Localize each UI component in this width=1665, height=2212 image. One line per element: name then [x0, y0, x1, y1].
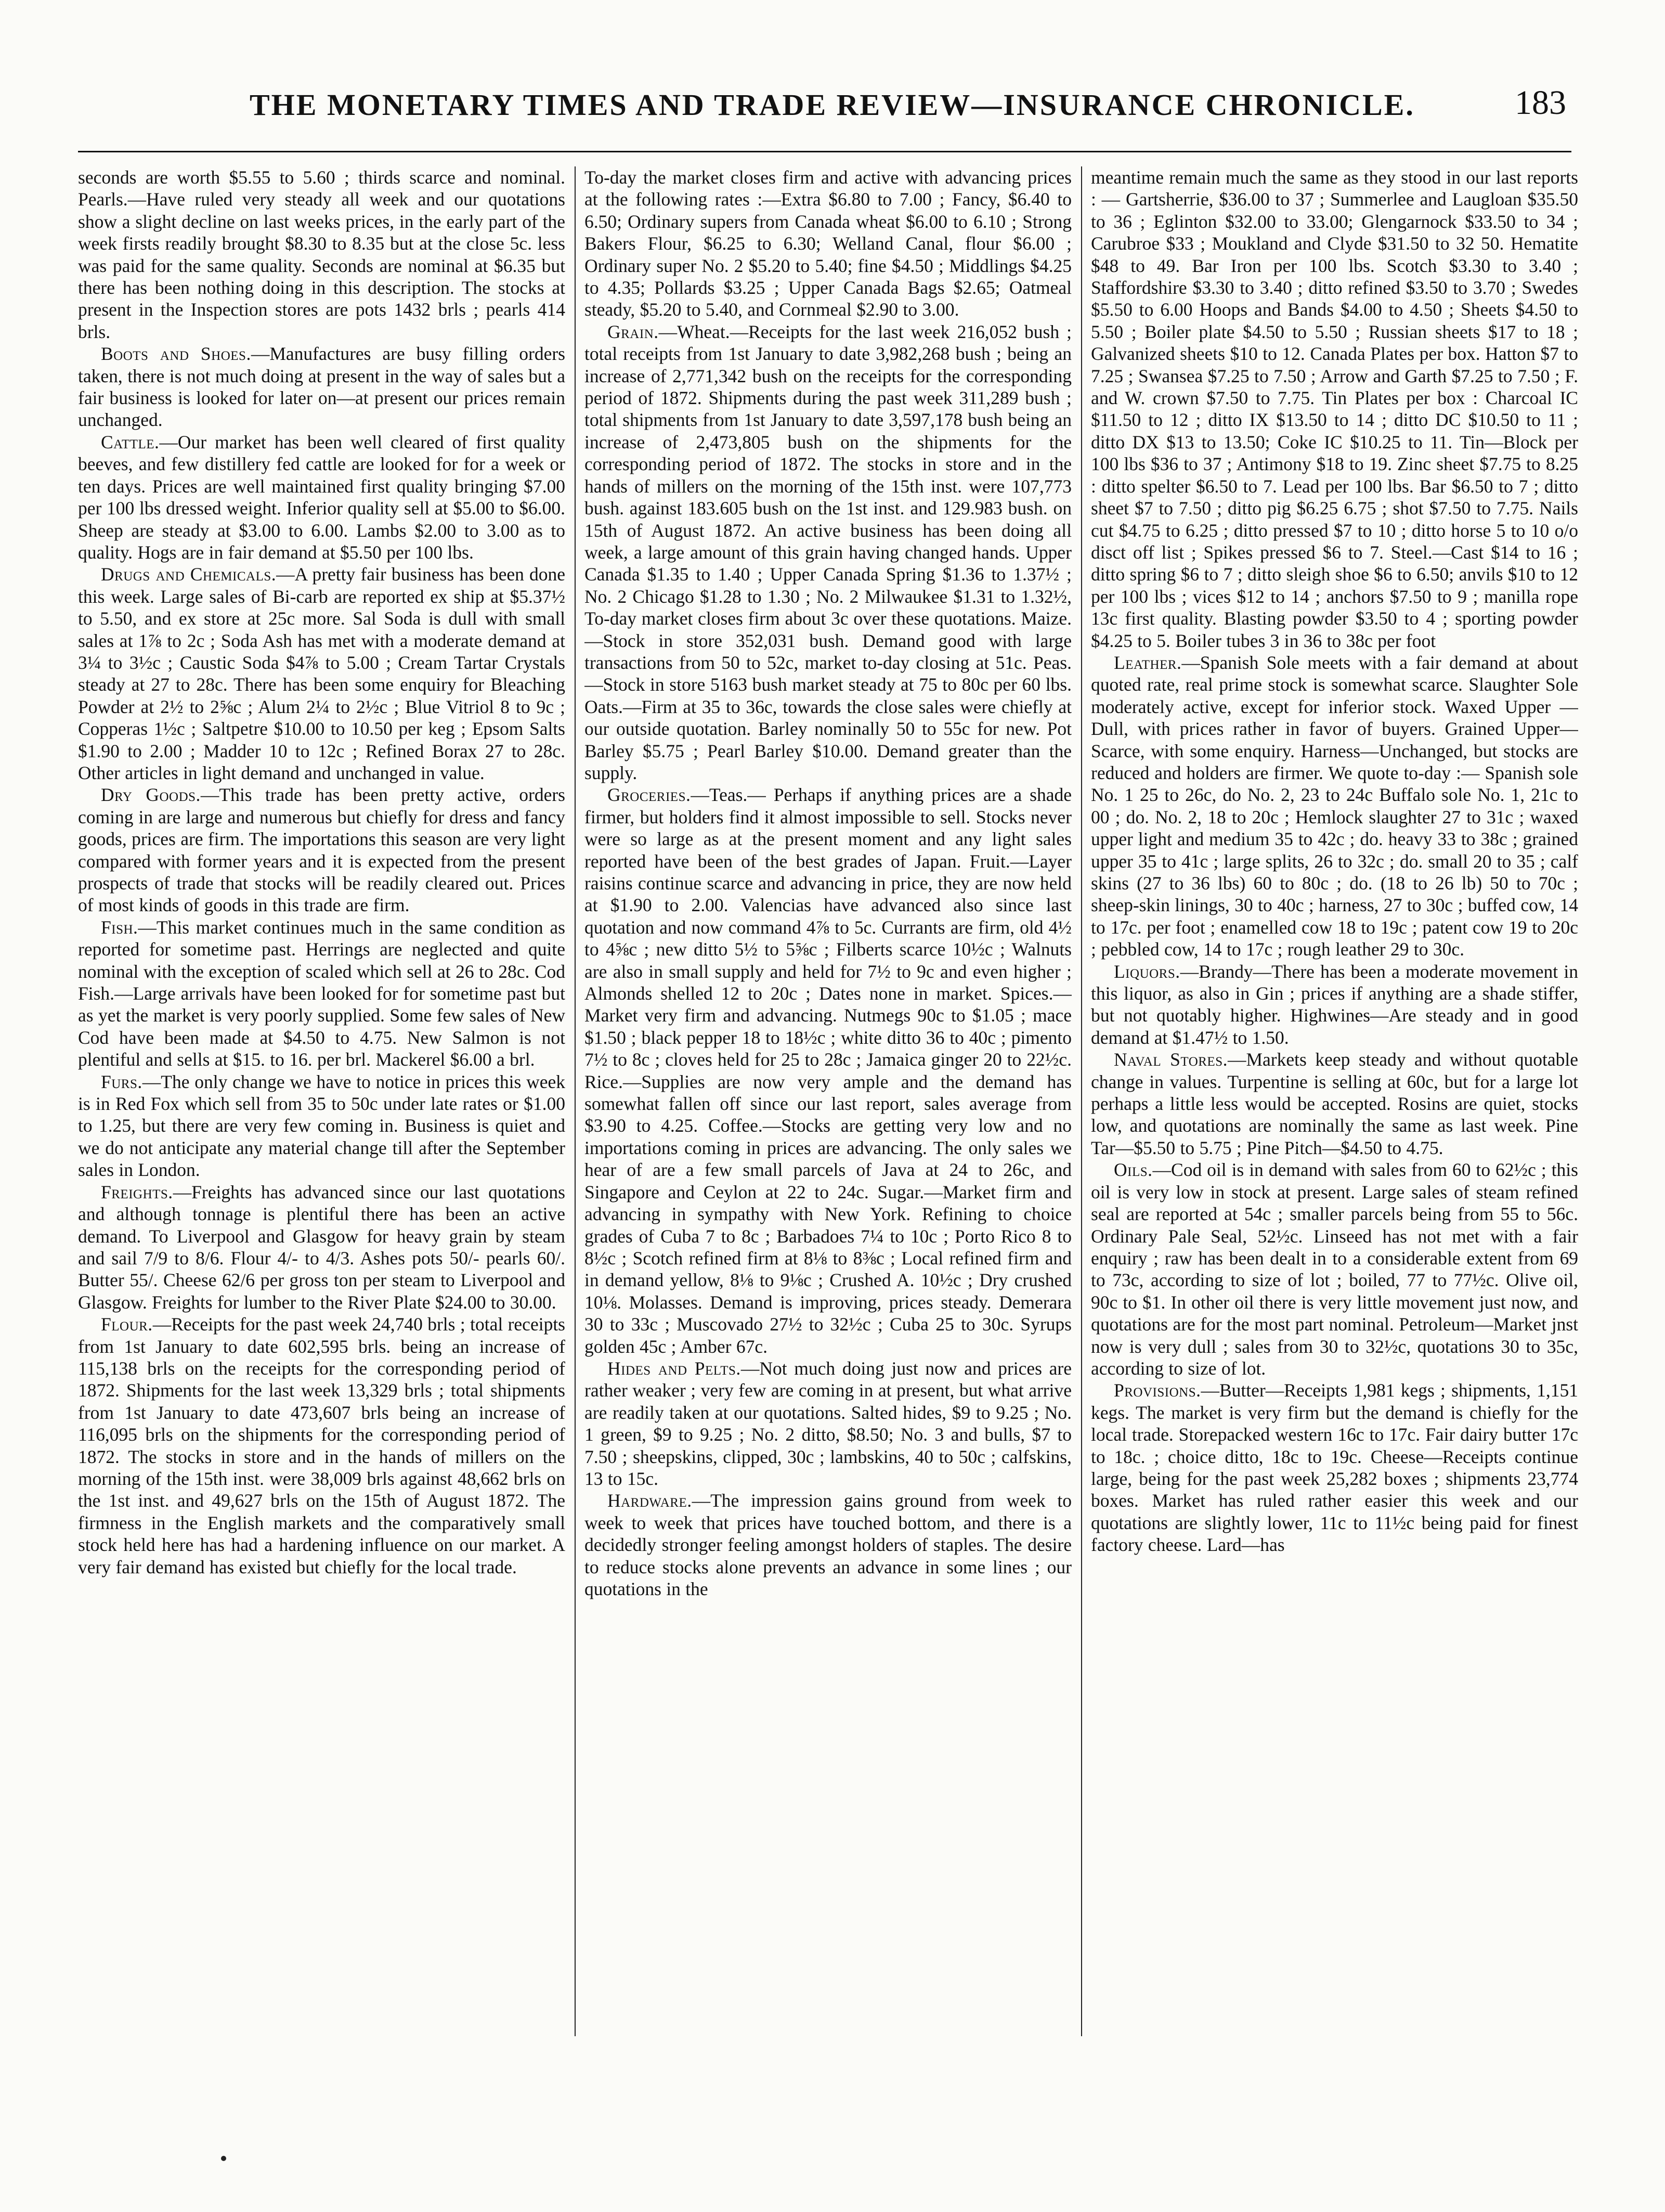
market-report-paragraph [78, 166, 565, 343]
paragraph-text: —Not much doing just now and prices are rather weaker ; very few are coming in at present, but what arrive are readily taken at our quotations. Salted hides, $9 to 9.25 ; No. 1 green, $9 to 9.25 ; No. 2 ditto, $8.50; No. 3 and bulls, $7 to 7.50 ; sheepskins, clipped, 30c ; lambskins, 40 to 50c ; calfskins, 13 to 15c. [584, 1357, 1072, 1489]
section-heading: Hardware. [607, 1490, 692, 1511]
column-right [1091, 166, 1578, 2039]
paragraph-text: —Receipts for the past week 24,740 brls ; total receipts from 1st January to date 602,595 brls. being an increase of 115,138 brls on the receipts for the corresponding period of 1872. Shipments for the last week 13,329 brls ; total shipments from 1st January to date 473,607 brls being an increase of 116,095 brls on the shipments for the corresponding period of 1872. The stocks in store and in the hands of millers on the morning of the 15th inst. were 38,009 brls against 48,662 brls on the 1st inst. and 49,627 brls on the 15th of August 1872. The firmness in the English markets and the comparatively small stock held here has had a hardening influence on our market. A very fair demand has existed but chiefly for the local trade. [78, 1314, 565, 1577]
paragraph-text: —Butter—Receipts 1,981 kegs ; shipments, 1,151 kegs. The market is very firm but the demand is chiefly for the local trade. Storepacked western 16c to 17c. Fair dairy butter 17c to 18c. ; choice ditto, 18c to 19c. Cheese—Receipts continue large, being for the past week 25,282 boxes ; shipments 23,774 boxes. Market has ruled rather easier this week and our quotations are slightly lower, 11c to 11½c being paid for finest factory cheese. Lard—has [1091, 1380, 1578, 1556]
market-report-paragraph [78, 343, 565, 431]
market-report-paragraph [584, 1357, 1072, 1490]
market-report-paragraph [78, 1313, 565, 1578]
paragraph-text: —Spanish Sole meets with a fair demand at about quoted rate, real prime stock is somewhat scarce. Slaughter Sole moderately active, except for inferior stock. Waxed Upper —Dull, with prices rather in favor of buyers. Grained Upper—Scarce, with some enquiry. Harness—Unchanged, but stocks are reduced and holders are firmer. We quote to-day :— Spanish sole No. 1 25 to 26c, do No. 2, 23 to 24c Buffalo sole No. 1, 21c to 00 ; do. No. 2, 18 to 20c ; Hemlock slaughter 27 to 31c ; waxed upper light and medium 35 to 42c ; do. heavy 33 to 38c ; grained upper 35 to 41c ; large splits, 26 to 32c ; do. small 20 to 35 ; calf skins (27 to 36 lbs) 60 to 80c ; do. (18 to 26 lb) 50 to 70c ; sheep-skin linings, 30 to 40c ; harness, 27 to 30c ; buffed cow, 14 to 17c. per foot ; enamelled cow 18 to 19c ; patent cow 19 to 20c ; pebbled cow, 14 to 17c ; rough leather 29 to 30c. [1091, 652, 1578, 960]
market-report-paragraph [78, 431, 565, 563]
market-report-paragraph [1091, 166, 1578, 652]
market-report-paragraph [1091, 1379, 1578, 1556]
paragraph-text: —Teas.— Perhaps if anything prices are a shade firmer, but holders find it almost impossible to sell. Stocks never were so large as at the present moment and any light sales reported have been of the best grades of Japan. Fruit.—Layer raisins continue scarce and advancing in price, they are now held at $1.90 to 2.00. Valencias have advanced also since last quotation and now command 4⅞ to 5c. Currants are firm, old 4½ to 4⅝c ; new ditto 5½ to 5⅝c ; Filberts scarce 10½c ; Walnuts are also in small supply and held for 7½ to 9c and even higher ; Almonds shelled 12 to 20c ; Dates none in market. Spices.—Market very firm and advancing. Nutmegs 90c to $1.05 ; mace $1.50 ; black pepper 18 to 18½c ; white ditto 36 to 40c ; pimento 7½ to 8c ; cloves held for 25 to 28c ; Jamaica ginger 20 to 22½c. Rice.—Supplies are now very ample and the demand has somewhat fallen off since our last report, sales average from $3.90 to 4.25. Coffee.—Stocks are getting very low and no importations coming in prices are advancing. The only sales we hear of are a few small parcels of Java at 24 to 26c, and Singapore and Ceylon at 22 to 24c. Sugar.—Market firm and advancing in sympathy with New York. Refining to choice grades of Cuba 7 to 8c ; Barbadoes 7¼ to 10c ; Porto Rico 8 to 8½c ; Scotch refined firm at 8⅛ to 8⅜c ; Local refined firm and in demand yellow, 8⅛ to 9⅛c ; Crushed A. 10½c ; Dry crushed 10⅛. Molasses. Demand is improving, prices steady. Demerara 30 to 33c ; Muscovado 27½ to 32½c ; Cuba 25 to 30c. Syrups golden 45c ; Amber 67c. [584, 784, 1072, 1357]
section-heading: Drugs and Chemicals. [101, 564, 277, 585]
market-report-paragraph [78, 563, 565, 784]
market-report-paragraph [78, 916, 565, 1071]
market-report-paragraph [1091, 961, 1578, 1049]
paragraph-text: —Freights has advanced since our last quotations and although tonnage is plentiful there has been an active demand. To Liverpool and Glasgow for heavy grain by steam and sail 7/9 to 8/6. Flour 4/- to 4/3. Ashes pots 50/- pearls 60/. Butter 55/. Cheese 62/6 per gross ton per steam to Liverpool and Glasgow. Freights for lumber to the River Plate $24.00 to 30.00. [78, 1181, 565, 1313]
section-heading: Groceries. [607, 784, 691, 806]
paragraph-text: To-day the market closes firm and active with advancing prices at the following rates :—Extra $6.80 to 7.00 ; Fancy, $6.40 to 6.50; Ordinary supers from Canada wheat $6.00 to 6.10 ; Strong Bakers Flour, $6.25 to 6.30; Welland Canal, flour $6.00 ; Ordinary super No. 2 $5.20 to 5.40; fine $4.50 ; Middlings $4.25 to 4.35; Pollards $3.25 ; Upper Canada Bags $2.65; Oatmeal steady, $5.20 to 5.40, and Cornmeal $2.90 to 3.00. [584, 167, 1072, 320]
section-heading: Grain. [607, 321, 659, 342]
paragraph-text: seconds are worth $5.55 to 5.60 ; thirds scarce and nominal. Pearls.—Have ruled very steady all week and our quotations show a slight decline on last weeks prices, in the early part of the week firsts readily brought $8.30 to 8.35 but at the close 5c. less was paid for the same quality. Seconds are nominal at $6.35 but there has been nothing doing in this description. The stocks at present in the Inspection stores are pots 1432 brls ; pearls 414 brls. [78, 167, 565, 342]
market-report-paragraph [78, 1071, 565, 1181]
paragraph-text: —Markets keep steady and without quotable change in values. Turpentine is selling at 60c, but for a large lot perhaps a little less would be accepted. Rosins are quiet, stocks low, and quotations are nominally the same as last week. Pine Tar—$5.50 to 5.75 ; Pine Pitch—$4.50 to 4.75. [1091, 1049, 1578, 1158]
section-heading: Fish. [101, 916, 138, 938]
page-number: 183 [1515, 84, 1566, 122]
section-heading: Leather. [1114, 652, 1182, 673]
market-report-paragraph [584, 166, 1072, 321]
paragraph-text: —The only change we have to notice in prices this week is in Red Fox which sell from 35 to 50c under late rates or $1.00 to 1.25, but there are very few coming in. Business is quiet and we do not anticipate any material change till after the September sales in London. [78, 1071, 565, 1181]
paragraph-text: —A pretty fair business has been done this week. Large sales of Bi-carb are reported ex ship at $5.37½ to 5.50, and ex store at 25c more. Sal Soda is dull with small sales at 1⅞ to 2c ; Soda Ash has met with a moderate demand at 3¼ to 3½c ; Caustic Soda $4⅞ to 5.00 ; Cream Tartar Crystals steady at 27 to 28c. There has been some enquiry for Bleaching Powder at 2½ to 2⅝c ; Alum 2¼ to 2½c ; Blue Vitriol 8 to 9c ; Copperas 1½c ; Saltpetre $10.00 to 10.50 per keg ; Epsom Salts $1.90 to 2.00 ; Madder 10 to 12c ; Refined Borax 27 to 28c. Other articles in light demand and unchanged in value. [78, 564, 565, 783]
paragraph-text: —Brandy—There has been a moderate movement in this liquor, as also in Gin ; prices if anything are a shade stiffer, but not quotably higher. Highwines—Are steady and in good demand at $1.47½ to 1.50. [1091, 961, 1578, 1048]
section-heading: Oils. [1114, 1159, 1153, 1181]
column-middle [584, 166, 1072, 2039]
market-report-paragraph [78, 1181, 565, 1313]
section-heading: Dry Goods. [101, 784, 201, 806]
market-report-paragraph [1091, 652, 1578, 961]
ink-mark [221, 2156, 226, 2161]
section-heading: Cattle. [101, 431, 160, 452]
market-report-paragraph [78, 784, 565, 916]
market-report-paragraph [584, 321, 1072, 784]
market-report-paragraph [584, 784, 1072, 1357]
paragraph-text: —This market continues much in the same condition as reported for sometime past. Herrings are neglected and quite nominal with the exception of scaled which sell at 26 to 28c. Cod Fish.—Large arrivals have been looked for for sometime past but as yet the market is very poorly supplied. Some few sales of New Cod have been made at $4.50 to 4.75. New Salmon is not plentiful and sells at $15. to 16. per brl. Mackerel $6.00 a brl. [78, 916, 565, 1070]
section-heading: Provisions. [1114, 1380, 1201, 1401]
paragraph-text: —Cod oil is in demand with sales from 60 to 62½c ; this oil is very low in stock at present. Large sales of steam refined seal are reported at 54c ; smaller parcels being from 55 to 56c. Ordinary Pale Seal, 52½c. Linseed has not met with a fair enquiry ; raw has been dealt in to a considerable extent from 69 to 73c, according to size of lot ; boiled, 77 to 77½c. Olive oil, 90c to $1. In other oil there is very little movement just now, and quotations are for the most part nominal. Petroleum—Market jnst now is very dull ; sales from 30 to 32½c, quotations 30 to 35c, according to size of lot. [1091, 1159, 1578, 1379]
section-heading: Boots and Shoes. [101, 343, 251, 365]
paragraph-text: —Wheat.—Receipts for the last week 216,052 bush ; total receipts from 1st January to date 3,982,268 bush ; being an increase of 2,771,342 bush on the receipts for the corresponding period of 1872. Shipments during the past week 311,289 bush ; total shipments from 1st January to date 3,597,178 bush being an increase of 2,473,805 bush on the shipments for the corresponding period of 1872. The stocks in store and in the hands of millers on the morning of the 15th inst. were 107,773 bush. against 183.605 bush on the 1st inst. and 129.983 bush. on 15th of August 1872. An active business has been doing all week, a large amount of this grain having changed hands. Upper Canada $1.35 to 1.40 ; Upper Canada Spring $1.36 to 1.37½ ; No. 2 Chicago $1.28 to 1.30 ; No. 2 Milwaukee $1.31 to 1.32½, To-day market closes firm about 3c over these quotations. Maize.—Stock in store 352,031 bush. Demand good with large transactions from 50 to 52c, market to-day closing at 51c. Peas.—Stock in store 5163 bush market steady at 75 to 80c per 60 lbs. Oats.—Firm at 35 to 36c, towards the close sales were chiefly at our outside quotation. Barley nominally 50 to 55c for new. Pot Barley $5.75 ; Pearl Barley $10.00. Demand greater than the supply. [584, 321, 1072, 783]
paragraph-text: meantime remain much the same as they stood in our last reports : — Gartsherrie, $36.00 to 37 ; Summerlee and Laugloan $35.50 to 36 ; Eglinton $32.00 to 33.00; Glengarnock $33.50 to 34 ; Carubroe $33 ; Moukland and Clyde $31.50 to 32 50. Hematite $48 to 49. Bar Iron per 100 lbs. Scotch $3.30 to 3.40 ; Staffordshire $3.30 to 3.40 ; ditto refined $3.50 to 3.70 ; Swedes $5.50 to 6.00 Hoops and Bands $4.00 to 4.50 ; Sheets $4.50 to 5.50 ; Boiler plate $4.50 to 5.50 ; Russian sheets $17 to 18 ; Galvanized sheets $10 to 12. Canada Plates per box. Hatton $7 to 7.25 ; Swansea $7.25 to 7.50 ; Arrow and Garth $7.25 to 7.50 ; F. and W. crown $7.50 to 7.75. Tin Plates per box : Charcoal IC $11.50 to 12 ; ditto IX $13.50 to 14 ; ditto DC $10.50 to 11 ; ditto DX $13 to 13.50; Coke IC $10.25 to 11. Tin—Block per 100 lbs $36 to 37 ; Antimony $18 to 19. Zinc sheet $7.75 to 8.25 : ditto spelter $6.50 to 7. Lead per 100 lbs. Bar $6.50 to 7 ; ditto sheet $7 to 7.50 ; ditto pig $6.25 6.75 ; shot $7.50 to 7.75. Nails cut $4.75 to 6.25 ; ditto pressed $7 to 10 ; ditto horse 5 to 10 o/o disct off list ; Spikes pressed $6 to 7. Steel.—Cast $14 to 16 ; ditto spring $6 to 7 ; ditto sleigh shoe $6 to 6.50; anvils $10 to 12 per 100 lbs ; vices $12 to 14 ; anchors $7.50 to 9 ; manilla rope 13c first quality. Blasting powder $3.50 to 4 ; sporting powder $4.25 to 5. Boiler tubes 3 in 36 to 38c per foot [1091, 167, 1578, 651]
market-report-paragraph [1091, 1049, 1578, 1159]
section-heading: Naval Stores. [1114, 1049, 1228, 1070]
section-heading: Liquors. [1114, 961, 1180, 982]
page-title: THE MONETARY TIMES AND TRADE REVIEW—INSURANCE CHRONICLE. [250, 88, 1415, 122]
market-report-paragraph [584, 1490, 1072, 1600]
paragraph-text: —This trade has been pretty active, orders coming in are large and numerous but chiefly for dress and fancy goods, prices are firm. The importations this season are very light compared with former years and it is expected from the present prospects of trade that stocks will be readily cleared out. Prices of most kinds of goods in this trade are firm. [78, 784, 565, 916]
section-heading: Freights. [101, 1181, 173, 1202]
paragraph-text: —Manufactures are busy filling orders taken, there is not much doing at present in the way of sales but a fair business is looked for later on—at present our prices remain unchanged. [78, 343, 565, 431]
paragraph-text: —Our market has been well cleared of first quality beeves, and few distillery fed cattle are looked for for a week or ten days. Prices are well maintained first quality bringing $7.00 per 100 lbs dressed weight. Inferior quality sell at $5.00 to $6.00. Sheep are steady at $3.00 to 6.00. Lambs $2.00 to 3.00 as to quality. Hogs are in fair demand at $5.50 per 100 lbs. [78, 431, 565, 563]
section-heading: Furs. [101, 1071, 142, 1092]
section-heading: Flour. [101, 1314, 153, 1335]
page-header [78, 78, 1571, 152]
section-heading: Hides and Pelts. [607, 1357, 741, 1379]
paragraph-text: —The impression gains ground from week to week to week that prices have touched bottom, and there is a decidedly stronger feeling amongst holders of staples. The desire to reduce stocks alone prevents an advance in some lines ; our quotations in the [584, 1490, 1072, 1599]
article-columns [78, 166, 1578, 2039]
market-report-paragraph [1091, 1159, 1578, 1379]
column-left [78, 166, 565, 2039]
